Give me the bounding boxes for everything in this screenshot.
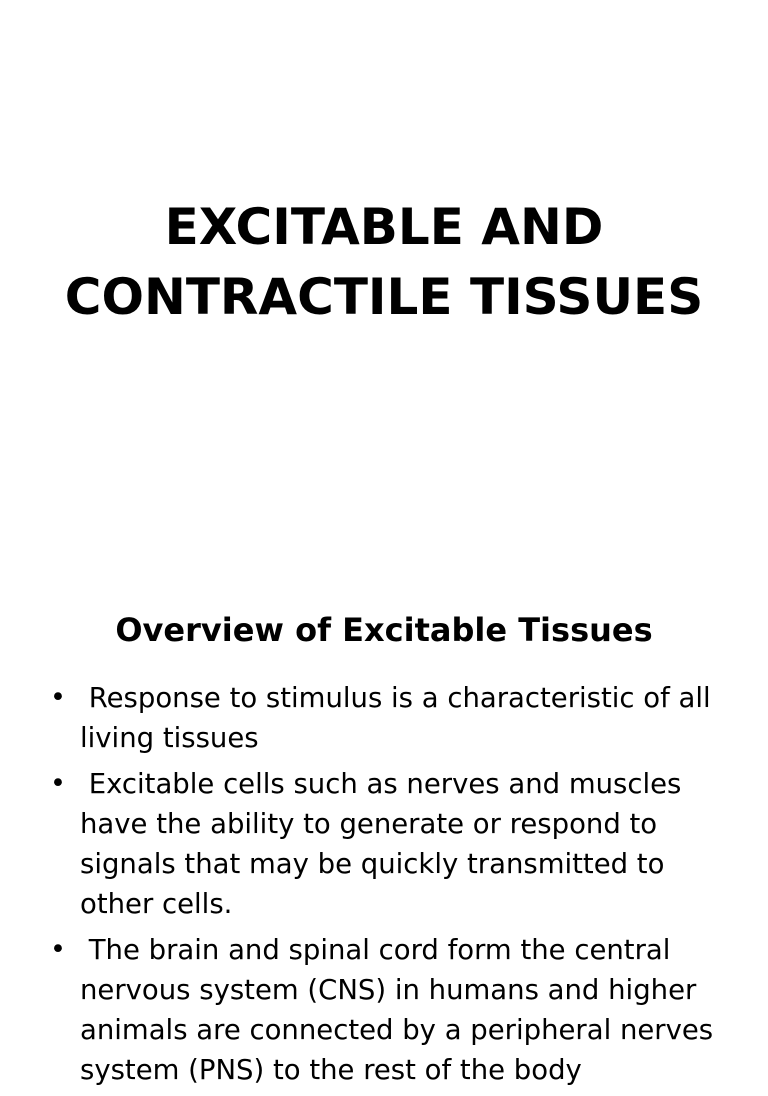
bullet-icon: • [50,682,66,713]
list-item [46,678,746,758]
bullet-icon: • [50,934,66,965]
section-heading: Overview of Excitable Tissues [115,611,653,649]
slide-title-line-2: CONTRACTILE TISSUES [64,268,704,326]
bullet-list [46,678,746,1096]
bullet-icon: • [50,768,66,799]
bullet-text: Response to stimulus is a characteristic of all living tissues [80,682,720,754]
list-item [46,930,746,1090]
slide-title-line-1: EXCITABLE AND [164,198,604,256]
bullet-text: Excitable cells such as nerves and muscles have the ability to generate or respond to signals that may be quickly transmitted to other cells. [80,768,691,920]
bullet-text: The brain and spinal cord form the central nervous system (CNS) in humans and higher animals are connected by a peripheral nerves system (PNS) to the rest of the body [80,934,722,1086]
slide-title [0,192,768,332]
list-item [46,764,746,924]
